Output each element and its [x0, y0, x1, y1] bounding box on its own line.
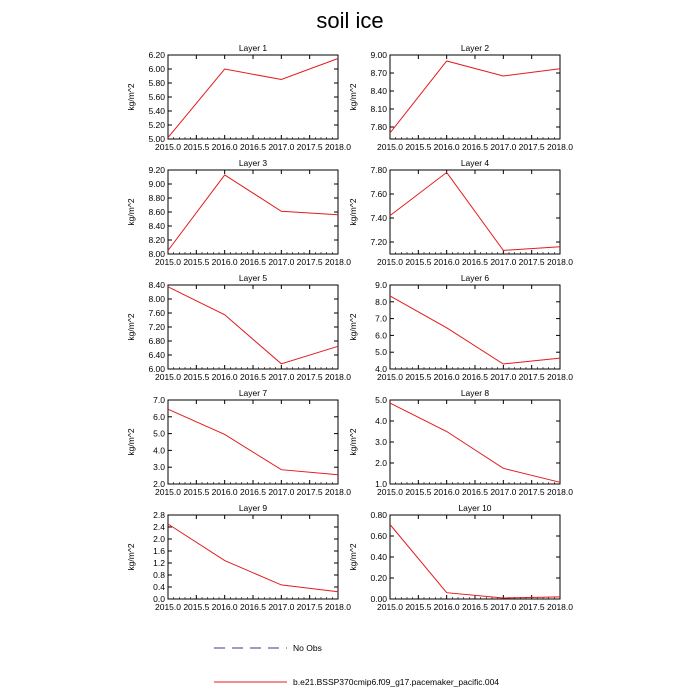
- y-tick-label: 3.0: [375, 437, 387, 447]
- panel-title: Layer 9: [238, 503, 268, 513]
- y-tick-label: 4.0: [153, 445, 165, 456]
- x-tick-label: 2017.5: [518, 602, 545, 612]
- y-tick-label: 2.4: [153, 522, 165, 532]
- x-tick-label: 2018.0: [325, 372, 351, 382]
- x-tick-label: 2015.0: [377, 602, 403, 612]
- x-tick-label: 2016.0: [211, 142, 238, 152]
- y-tick-label: 5.00: [148, 134, 165, 144]
- y-tick-label: 5.0: [375, 347, 387, 358]
- y-axis-label: kg/m^2: [126, 83, 136, 111]
- x-tick-label: 2015.0: [377, 257, 403, 267]
- x-tick-label: 2017.0: [268, 257, 295, 267]
- x-tick-label: 2017.5: [296, 602, 323, 612]
- y-tick-label: 8.00: [148, 249, 165, 259]
- x-tick-label: 2015.0: [377, 142, 403, 152]
- y-tick-label: 1.6: [153, 546, 165, 556]
- y-tick-label: 7.60: [370, 189, 387, 199]
- y-tick-label: 6.0: [375, 330, 387, 341]
- x-tick-label: 2016.0: [433, 372, 460, 382]
- y-tick-label: 5.60: [148, 92, 165, 102]
- panel-title: Layer 10: [458, 503, 492, 513]
- x-tick-label: 2017.5: [296, 372, 323, 382]
- x-tick-label: 2016.5: [462, 142, 488, 152]
- x-tick-label: 2016.0: [211, 372, 238, 382]
- y-tick-label: 3.0: [153, 462, 165, 473]
- y-tick-label: 7.80: [370, 165, 387, 175]
- y-axis-label: kg/m^2: [348, 198, 358, 226]
- x-tick-label: 2015.5: [405, 372, 432, 382]
- x-tick-label: 2016.5: [462, 602, 488, 612]
- y-tick-label: 0.40: [370, 552, 387, 562]
- y-tick-label: 4.0: [375, 364, 387, 374]
- x-tick-label: 2016.0: [211, 487, 238, 497]
- x-tick-label: 2017.5: [296, 487, 323, 497]
- y-tick-label: 5.80: [148, 78, 165, 88]
- panel-title: Layer 8: [460, 388, 490, 398]
- x-tick-label: 2016.5: [462, 487, 488, 497]
- y-tick-label: 2.0: [153, 479, 165, 489]
- y-tick-label: 8.40: [148, 280, 165, 290]
- x-tick-label: 2018.0: [325, 142, 351, 152]
- panel-title: Layer 4: [460, 158, 490, 168]
- y-axis-label: kg/m^2: [126, 543, 136, 571]
- y-tick-label: 2.0: [375, 458, 387, 468]
- x-tick-label: 2017.0: [268, 142, 295, 152]
- y-tick-label: 8.40: [148, 221, 165, 231]
- y-tick-label: 5.20: [148, 120, 165, 130]
- x-tick-label: 2017.5: [518, 487, 545, 497]
- x-tick-label: 2017.5: [518, 142, 545, 152]
- x-tick-label: 2015.5: [183, 142, 210, 152]
- x-tick-label: 2017.0: [490, 487, 517, 497]
- y-tick-label: 6.40: [148, 350, 165, 360]
- x-tick-label: 2016.5: [240, 142, 266, 152]
- x-tick-label: 2015.5: [405, 487, 432, 497]
- x-tick-label: 2016.5: [240, 257, 266, 267]
- panel-title: Layer 5: [238, 273, 268, 283]
- y-axis-label: kg/m^2: [126, 313, 136, 341]
- x-tick-label: 2018.0: [547, 487, 573, 497]
- y-tick-label: 0.8: [153, 570, 165, 580]
- x-tick-label: 2018.0: [547, 257, 573, 267]
- y-tick-label: 8.40: [370, 86, 387, 96]
- panel-title: Layer 2: [460, 43, 490, 53]
- x-tick-label: 2015.0: [155, 372, 181, 382]
- x-tick-label: 2017.0: [490, 372, 517, 382]
- x-tick-label: 2017.0: [490, 257, 517, 267]
- legend-item-2: [214, 677, 499, 687]
- y-tick-label: 6.20: [148, 50, 165, 60]
- x-tick-label: 2016.5: [462, 257, 488, 267]
- y-tick-label: 7.0: [375, 313, 387, 324]
- x-tick-label: 2015.0: [155, 257, 181, 267]
- x-tick-label: 2017.0: [268, 602, 295, 612]
- y-tick-label: 7.0: [153, 395, 165, 405]
- y-tick-label: 1.0: [375, 479, 387, 489]
- x-tick-label: 2018.0: [325, 602, 351, 612]
- x-tick-label: 2017.0: [268, 487, 295, 497]
- x-tick-label: 2016.0: [433, 257, 460, 267]
- x-tick-label: 2015.5: [183, 257, 210, 267]
- legend-item-1: [214, 643, 322, 653]
- y-tick-label: 5.40: [148, 106, 165, 116]
- y-tick-label: 7.60: [148, 308, 165, 318]
- y-tick-label: 2.8: [153, 510, 165, 520]
- y-tick-label: 8.0: [375, 296, 387, 307]
- y-axis-label: kg/m^2: [348, 313, 358, 341]
- y-tick-label: 7.20: [370, 237, 387, 247]
- x-tick-label: 2017.0: [490, 142, 517, 152]
- y-tick-label: 9.20: [148, 165, 165, 175]
- x-tick-label: 2017.0: [268, 372, 295, 382]
- y-tick-label: 9.00: [148, 179, 165, 189]
- y-tick-label: 6.0: [153, 411, 165, 422]
- y-tick-label: 7.40: [370, 213, 387, 223]
- x-tick-label: 2015.5: [405, 142, 432, 152]
- y-tick-label: 6.00: [148, 64, 165, 74]
- panel-title: Layer 1: [238, 43, 268, 53]
- x-tick-label: 2015.0: [155, 602, 181, 612]
- x-tick-label: 2015.0: [155, 487, 181, 497]
- x-tick-label: 2015.5: [405, 257, 432, 267]
- x-tick-label: 2018.0: [325, 257, 351, 267]
- y-axis-label: kg/m^2: [348, 543, 358, 571]
- chart-title: soil ice: [316, 8, 384, 33]
- legend-label: b.e21.BSSP370cmip6.f09_g17.pacemaker_pacific.004: [293, 677, 500, 687]
- x-tick-label: 2016.5: [240, 487, 266, 497]
- y-axis-label: kg/m^2: [126, 428, 136, 456]
- x-tick-label: 2016.0: [211, 602, 238, 612]
- y-tick-label: 0.80: [370, 510, 387, 520]
- x-tick-label: 2015.5: [405, 602, 432, 612]
- y-tick-label: 5.0: [153, 428, 165, 439]
- legend-label: No Obs: [293, 643, 322, 653]
- x-tick-label: 2017.0: [490, 602, 517, 612]
- x-tick-label: 2017.5: [296, 257, 323, 267]
- y-tick-label: 0.0: [153, 594, 165, 604]
- x-tick-label: 2016.0: [433, 602, 460, 612]
- x-tick-label: 2015.5: [183, 487, 210, 497]
- panel-title: Layer 3: [238, 158, 268, 168]
- y-tick-label: 8.20: [148, 235, 165, 245]
- x-tick-label: 2015.0: [377, 372, 403, 382]
- x-tick-label: 2016.0: [433, 142, 460, 152]
- y-tick-label: 0.20: [370, 573, 387, 583]
- y-tick-label: 8.80: [148, 193, 165, 203]
- x-tick-label: 2015.0: [155, 142, 181, 152]
- x-tick-label: 2018.0: [325, 487, 351, 497]
- x-tick-label: 2016.0: [433, 487, 460, 497]
- x-tick-label: 2015.5: [183, 372, 210, 382]
- y-tick-label: 0.00: [370, 594, 387, 604]
- y-axis-label: kg/m^2: [348, 83, 358, 111]
- x-tick-label: 2017.5: [518, 372, 545, 382]
- y-tick-label: 5.0: [375, 395, 387, 405]
- y-tick-label: 9.0: [375, 280, 387, 290]
- x-tick-label: 2017.5: [296, 142, 323, 152]
- y-tick-label: 8.00: [148, 294, 165, 304]
- y-axis-label: kg/m^2: [126, 198, 136, 226]
- y-axis-label: kg/m^2: [348, 428, 358, 456]
- y-tick-label: 7.20: [148, 322, 165, 332]
- x-tick-label: 2016.5: [240, 602, 266, 612]
- x-tick-label: 2018.0: [547, 142, 573, 152]
- y-tick-label: 9.00: [370, 50, 387, 60]
- panel-title: Layer 6: [460, 273, 490, 283]
- x-tick-label: 2016.5: [240, 372, 266, 382]
- x-tick-label: 2016.5: [462, 372, 488, 382]
- y-tick-label: 8.10: [370, 104, 387, 114]
- x-tick-label: 2017.5: [518, 257, 545, 267]
- y-tick-label: 6.00: [148, 364, 165, 374]
- x-tick-label: 2015.5: [183, 602, 210, 612]
- y-tick-label: 4.0: [375, 416, 387, 426]
- y-tick-label: 1.2: [153, 558, 165, 568]
- y-tick-label: 6.80: [148, 336, 165, 346]
- y-tick-label: 7.80: [370, 122, 387, 132]
- y-tick-label: 2.0: [153, 534, 165, 544]
- y-tick-label: 0.4: [153, 582, 165, 592]
- x-tick-label: 2018.0: [547, 602, 573, 612]
- y-tick-label: 0.60: [370, 531, 387, 541]
- x-tick-label: 2018.0: [547, 372, 573, 382]
- panel-title: Layer 7: [238, 388, 268, 398]
- y-tick-label: 8.60: [148, 207, 165, 217]
- x-tick-label: 2015.0: [377, 487, 403, 497]
- x-tick-label: 2016.0: [211, 257, 238, 267]
- y-tick-label: 8.70: [370, 68, 387, 78]
